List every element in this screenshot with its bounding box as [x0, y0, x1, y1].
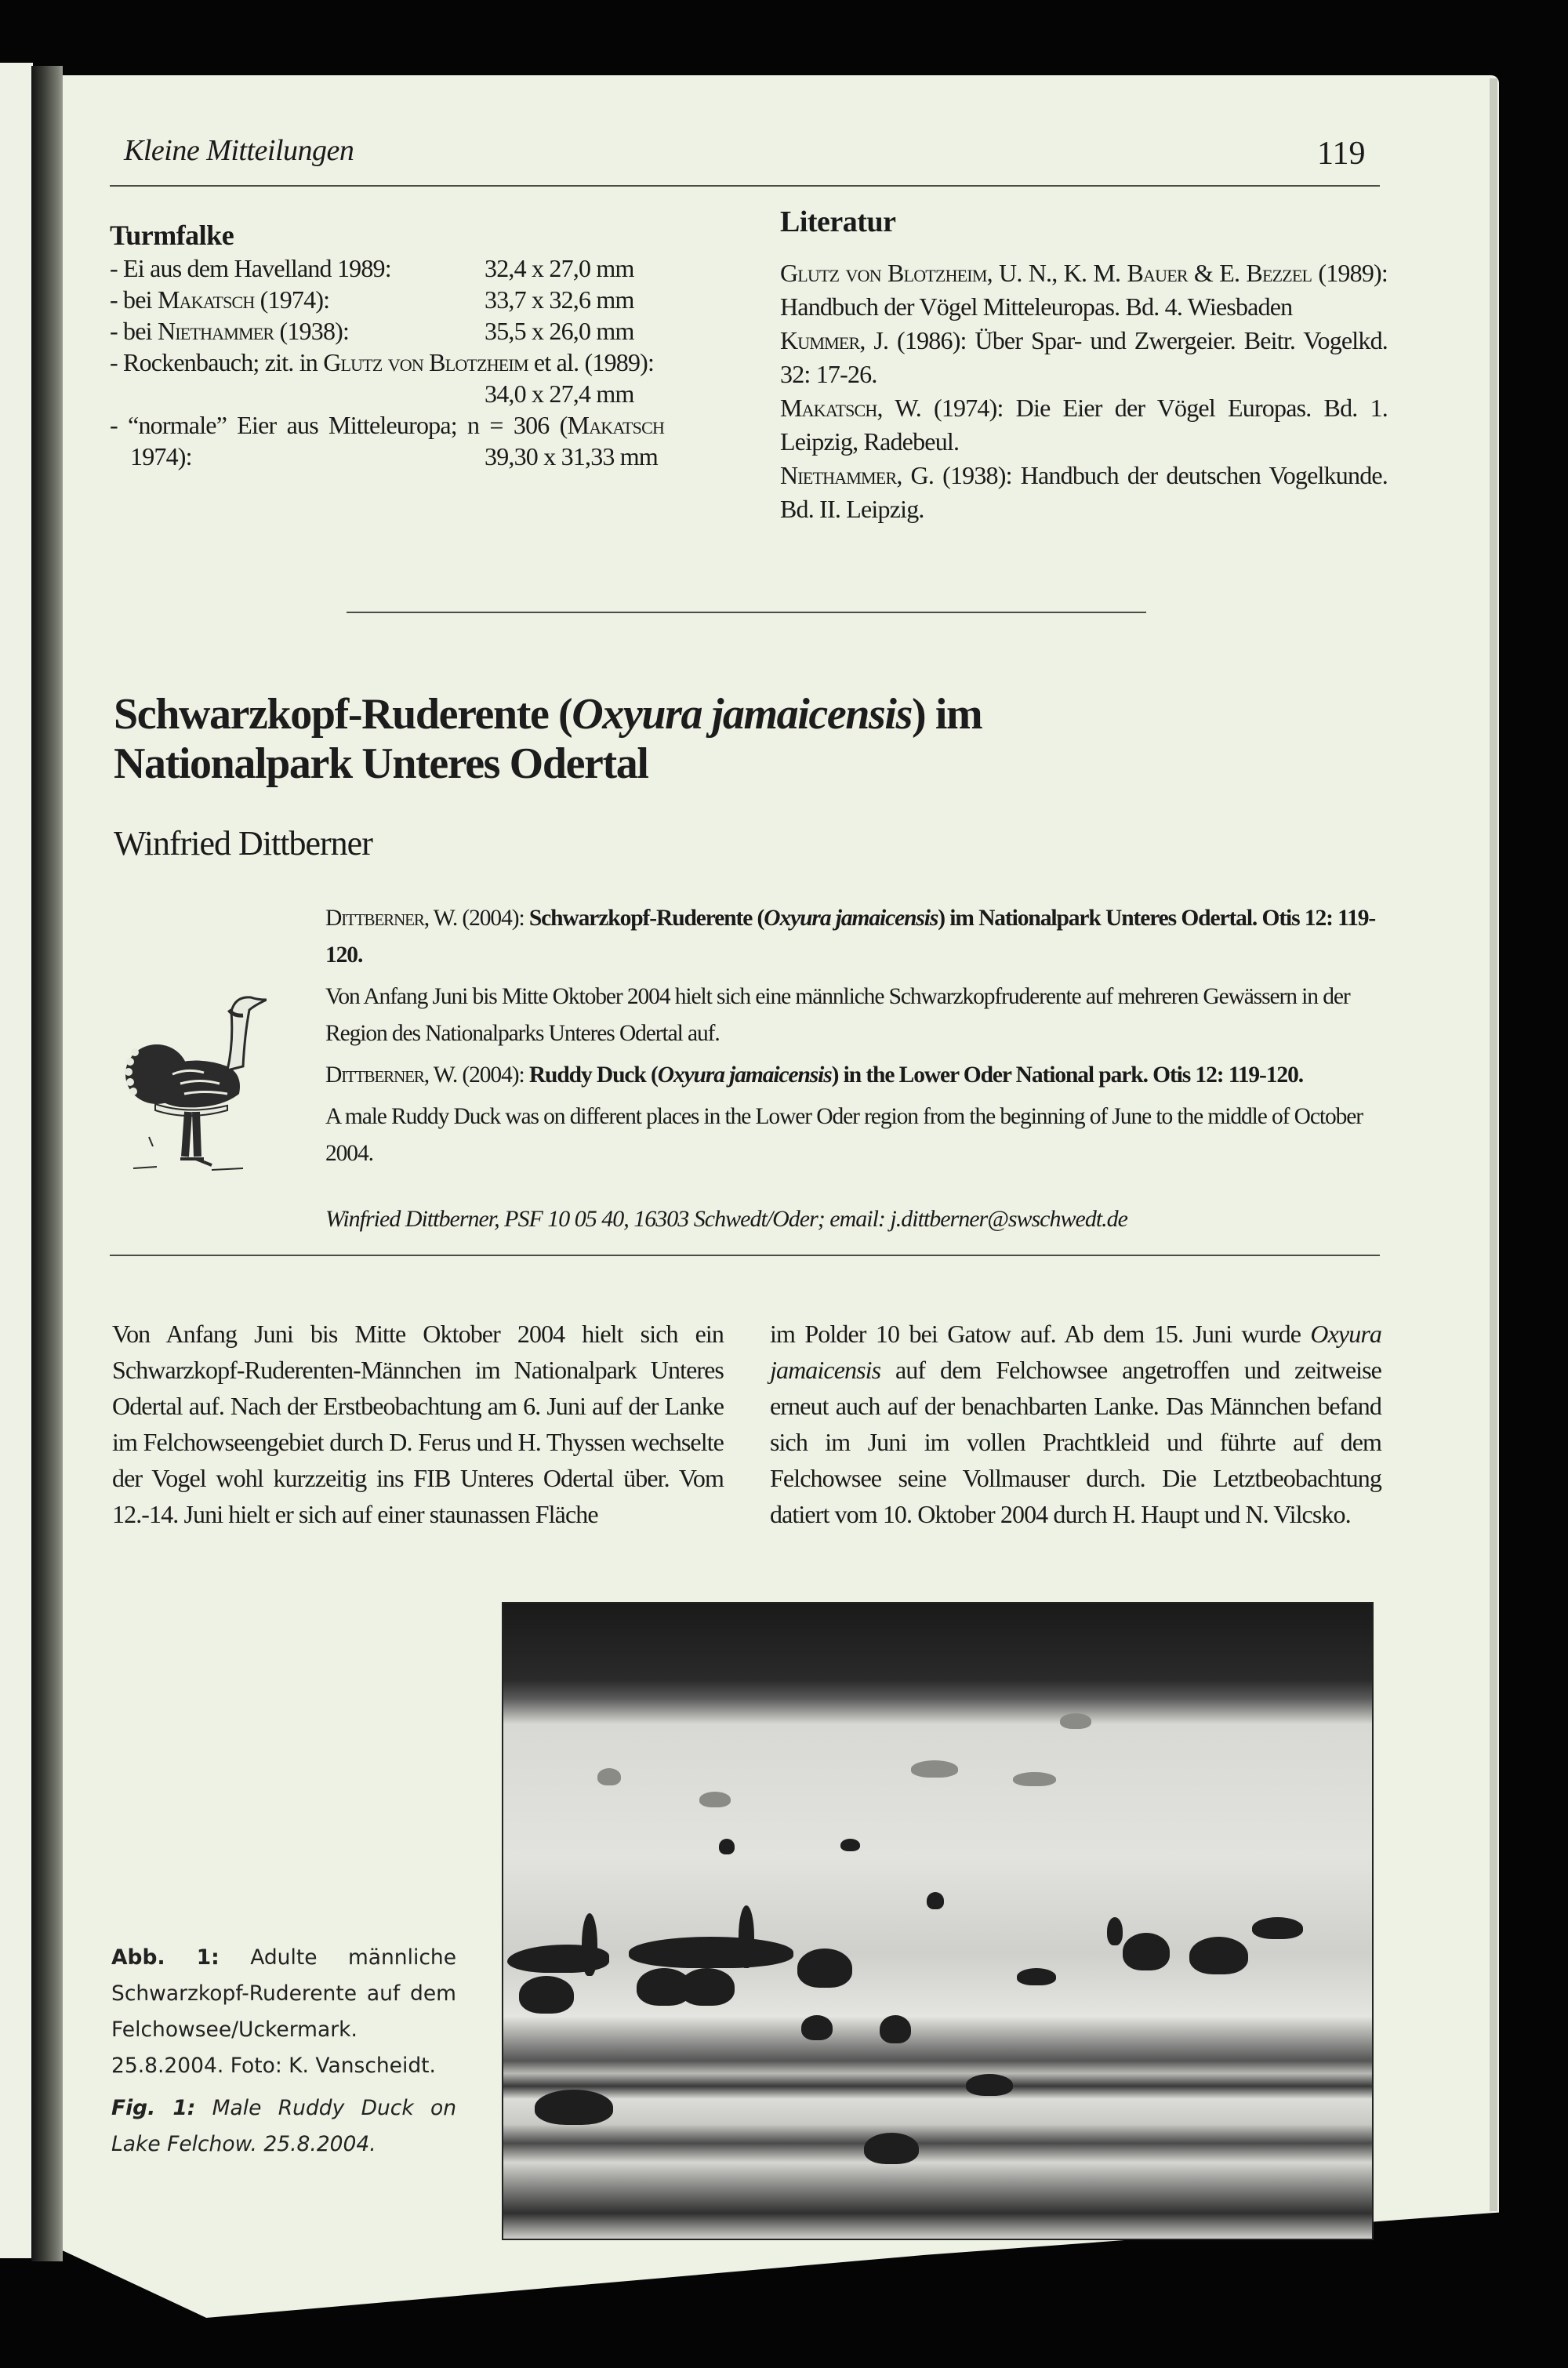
- citation-title: Schwarzkopf-Ruderente (: [528, 906, 764, 931]
- egg-value: 34,0 x 27,4 mm: [485, 380, 634, 408]
- reference-text: (1974): Die Eier der Vögel Europas. Bd. 1. Leipzig, Radebeul.: [780, 394, 1388, 456]
- body-text: im Polder 10 bei Gatow auf. Ab dem 15. Juni wurde: [770, 1320, 1311, 1348]
- page-edge: [1490, 78, 1497, 2211]
- summary-de: Von Anfang Juni bis Mitte Oktober 2004 hielt sich eine männliche Schwarzkopfruderente auf mehreren Gewässern in der Region des Nationalparks Unteres Odertal auf.: [325, 984, 1350, 1046]
- reference-text: (1986): Über Spar- und Zwergeier. Beitr. Vogelkd. 32: 17-26.: [780, 326, 1388, 388]
- egg-label: (1974):: [254, 285, 330, 314]
- egg-row: [110, 409, 737, 441]
- citation-author: Dittberner, W.: [325, 906, 458, 931]
- caption-text: Male Ruddy Duck on Lake Felchow. 25.8.2004.: [111, 2096, 457, 2156]
- reference-author: Glutz von Blotzheim, U. N., K. M. Bauer & E. Bezzel: [780, 259, 1312, 287]
- abstract-separator: [110, 1255, 1380, 1256]
- turmfalke-section: [110, 220, 737, 472]
- facing-page-edge: [0, 63, 33, 2258]
- egg-row: [110, 347, 737, 378]
- citation-author: Dittberner, W.: [325, 1062, 458, 1088]
- egg-label: (1938):: [274, 317, 350, 345]
- egg-value: 32,4 x 27,0 mm: [485, 254, 634, 282]
- citation-title: Ruddy Duck (: [528, 1062, 658, 1088]
- species-name: Oxyura jamaicensis: [572, 690, 912, 739]
- citation-de: [325, 900, 1376, 974]
- running-head: Kleine Mitteilungen: [124, 134, 354, 167]
- citation-title: ) in the Lower Oder National park. Otis 12: 119-120.: [831, 1062, 1304, 1088]
- egg-label: - “normale” Eier aus Mitteleuropa; n = 306 (: [110, 411, 568, 439]
- article-author: Winfried Dittberner: [114, 824, 372, 863]
- reference-text: (1989): Handbuch der Vögel Mitteleuropas. Bd. 4. Wiesbaden: [780, 259, 1388, 321]
- egg-row: [110, 441, 737, 472]
- figure-photo: [502, 1602, 1374, 2240]
- header-rule: [110, 185, 1380, 187]
- figure-caption: [111, 1940, 456, 2169]
- citation-year: (2004):: [457, 906, 529, 931]
- reference-author: Niethammer, G.: [780, 461, 935, 489]
- reference: [780, 459, 1388, 526]
- body-paragraph: [770, 1316, 1381, 1532]
- citation-year: (2004):: [457, 1062, 529, 1088]
- summary-en: A male Ruddy Duck was on different places in the Lower Oder region from the beginning of June to the middle of October 2004.: [325, 1104, 1363, 1166]
- egg-label: - Ei aus dem Havelland 1989:: [110, 254, 391, 282]
- reference-author: Makatsch, W.: [780, 394, 921, 422]
- author-name: Glutz von Blotzheim: [323, 348, 528, 376]
- body-column-left: [112, 1316, 724, 1532]
- author-address: Winfried Dittberner, PSF 10 05 40, 16303 Schwedt/Oder; email: j.dittberner@swschwedt.de: [325, 1206, 1127, 1232]
- abstract-block: [325, 900, 1376, 1177]
- caption-label: Abb. 1:: [111, 1945, 220, 1970]
- author-name: Makatsch: [157, 285, 255, 314]
- citation-en: [325, 1057, 1376, 1094]
- body-column-right: [770, 1316, 1381, 1532]
- egg-label: - Rockenbauch; zit. in: [110, 348, 324, 376]
- body-text: auf dem Felchowsee angetroffen und zeitweise erneut auch auf der benachbarten Lanke. Das Männchen befand sich im Juni im vollen Prachtkleid und führte auf dem Felchowsee seine Vollmauser durch. Die Letztbeobachtung datiert vom 10. Oktober 2004 durch H. Haupt und N. Vilcsko.: [770, 1356, 1381, 1528]
- egg-label: - bei: [110, 285, 158, 314]
- literatur-title: Literatur: [780, 205, 896, 238]
- title-text: ) im Nationalpark Unteres Odertal: [114, 690, 982, 788]
- egg-label: - bei: [110, 317, 158, 345]
- species-name: Oxyura jamaicensis: [657, 1062, 832, 1088]
- body-paragraph: Von Anfang Juni bis Mitte Oktober 2004 hielt sich ein Schwarzkopf-Ruderenten-Männchen im Nationalpark Unteres Odertal auf. Nach der Erstbeobachtung am 6. Juni auf der Lanke im Felchowseengebiet durch D. Ferus und H. Thyssen wechselte der Vogel wohl kurzzeitig ins FIB Unteres Odertal über. Vom 12.-14. Juni hielt er sich auf einer staunassen Fläche: [112, 1320, 724, 1528]
- book-gutter: [31, 66, 63, 2261]
- egg-value: 33,7 x 32,6 mm: [485, 285, 634, 314]
- author-name: Niethammer: [157, 317, 274, 345]
- caption-label: Fig. 1:: [111, 2096, 196, 2120]
- species-name: Oxyura jamaicensis: [770, 1320, 1381, 1384]
- egg-label: et al. (1989):: [528, 348, 655, 376]
- reference: [780, 391, 1388, 459]
- caption-en: [111, 2090, 456, 2163]
- egg-row: [110, 378, 737, 409]
- literatur-section: [780, 205, 1388, 526]
- egg-value: 35,5 x 26,0 mm: [485, 317, 634, 345]
- turmfalke-title: Turmfalke: [110, 220, 234, 251]
- article-title: [114, 690, 1227, 789]
- great-bustard-icon: [110, 980, 267, 1176]
- caption-text: Adulte männliche Schwarzkopf-Ruderente auf dem Felchowsee/Uckermark. 25.8.2004. Foto: K. Vanscheidt.: [111, 1945, 456, 2078]
- reference-text: (1938): Handbuch der deutschen Vogelkunde. Bd. II. Leipzig.: [780, 461, 1388, 523]
- citation-title: ) im Nationalpark Unteres Odertal. Otis 12: 119-120.: [325, 906, 1376, 968]
- section-separator: [347, 612, 1146, 613]
- egg-row: [110, 284, 737, 315]
- title-text: Schwarzkopf-Ruderente (: [114, 690, 572, 739]
- egg-label: 1974):: [130, 442, 192, 470]
- egg-row: [110, 252, 737, 284]
- egg-row: [110, 315, 737, 347]
- caption-de: [111, 1940, 456, 2084]
- reference: [780, 256, 1388, 324]
- egg-value: 39,30 x 31,33 mm: [485, 442, 658, 470]
- reference: [780, 324, 1388, 391]
- species-name: Oxyura jamaicensis: [764, 906, 938, 931]
- author-name: Makatsch: [567, 411, 665, 439]
- page-number: 119: [1317, 136, 1366, 172]
- reference-author: Kummer, J.: [780, 326, 889, 354]
